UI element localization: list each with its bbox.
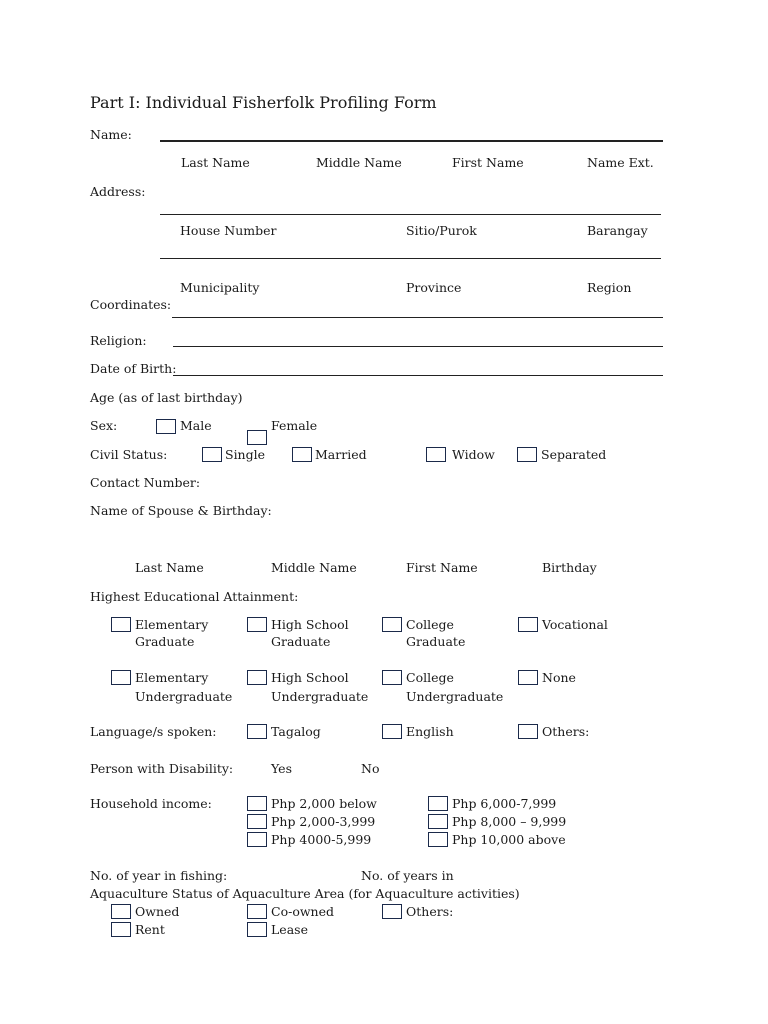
religion-label: Religion:: [90, 333, 147, 348]
coordinates-line[interactable]: [172, 317, 663, 318]
religion-line[interactable]: [173, 346, 663, 347]
sitio-purok-label: Sitio/Purok: [406, 223, 477, 238]
income-2000-below-checkbox[interactable]: [247, 796, 267, 811]
name-input-line[interactable]: [160, 140, 663, 142]
income-2000-below-label: Php 2,000 below: [271, 796, 377, 811]
name-last-label: Last Name: [181, 155, 250, 170]
edu-highschool-undergraduate-checkbox[interactable]: [247, 670, 267, 685]
income-6000-7999-label: Php 6,000-7,999: [452, 796, 557, 811]
education-label: Highest Educational Attainment:: [90, 589, 299, 604]
income-4000-5999-checkbox[interactable]: [247, 832, 267, 847]
income-2000-3999-label: Php 2,000-3,999: [271, 814, 376, 829]
civil-widow-label: Widow: [452, 447, 495, 462]
aqua-others-checkbox[interactable]: [382, 904, 402, 919]
name-first-label: First Name: [452, 155, 524, 170]
aquaculture-label: Aquaculture Status of Aquaculture Area (for Aquaculture activities): [90, 886, 520, 901]
aqua-lease-label: Lease: [271, 922, 308, 937]
civil-married-checkbox[interactable]: [292, 447, 312, 462]
years-in-label: No. of years in: [361, 868, 454, 883]
disability-yes-option[interactable]: Yes: [271, 761, 292, 776]
edu-college-graduate-line1: College: [406, 617, 454, 632]
lang-english-checkbox[interactable]: [382, 724, 402, 739]
edu-highschool-graduate-line2: Graduate: [271, 634, 331, 649]
edu-elementary-undergraduate-line2: Undergraduate: [135, 689, 233, 704]
lang-tagalog-checkbox[interactable]: [247, 724, 267, 739]
edu-college-graduate-line2: Graduate: [406, 634, 466, 649]
spouse-middle-label: Middle Name: [271, 560, 357, 575]
address-label: Address:: [90, 184, 146, 199]
barangay-label: Barangay: [587, 223, 648, 238]
lang-others-label: Others:: [542, 724, 590, 739]
income-8000-9999-label: Php 8,000 – 9,999: [452, 814, 567, 829]
edu-college-undergraduate-checkbox[interactable]: [382, 670, 402, 685]
lang-others-checkbox[interactable]: [518, 724, 538, 739]
aqua-coowned-checkbox[interactable]: [247, 904, 267, 919]
income-8000-9999-checkbox[interactable]: [428, 814, 448, 829]
spouse-first-label: First Name: [406, 560, 478, 575]
edu-vocational-label: Vocational: [542, 617, 608, 632]
civil-separated-checkbox[interactable]: [517, 447, 537, 462]
civil-married-label: Married: [315, 447, 367, 462]
edu-elementary-undergraduate-line1: Elementary: [135, 670, 209, 685]
form-title: Part I: Individual Fisherfolk Profiling Form: [90, 93, 437, 112]
spouse-birthday-label: Birthday: [542, 560, 597, 575]
aqua-lease-checkbox[interactable]: [247, 922, 267, 937]
aqua-owned-label: Owned: [135, 904, 180, 919]
edu-highschool-graduate-line1: High School: [271, 617, 349, 632]
edu-elementary-undergraduate-checkbox[interactable]: [111, 670, 131, 685]
aqua-rent-checkbox[interactable]: [111, 922, 131, 937]
income-10000-above-checkbox[interactable]: [428, 832, 448, 847]
edu-none-checkbox[interactable]: [518, 670, 538, 685]
disability-no-option[interactable]: No: [361, 761, 380, 776]
province-label: Province: [406, 280, 462, 295]
income-6000-7999-checkbox[interactable]: [428, 796, 448, 811]
sex-female-label: Female: [271, 418, 318, 433]
name-ext-label: Name Ext.: [587, 155, 654, 170]
civil-single-checkbox[interactable]: [202, 447, 222, 462]
lang-english-label: English: [406, 724, 454, 739]
dob-line[interactable]: [173, 375, 663, 376]
address-line-1[interactable]: [160, 214, 661, 215]
aqua-rent-label: Rent: [135, 922, 165, 937]
aqua-others-label: Others:: [406, 904, 454, 919]
edu-highschool-undergraduate-line2: Undergraduate: [271, 689, 369, 704]
dob-label: Date of Birth:: [90, 361, 177, 376]
disability-label: Person with Disability:: [90, 761, 234, 776]
municipality-label: Municipality: [180, 280, 260, 295]
sex-male-label: Male: [180, 418, 212, 433]
sex-female-checkbox[interactable]: [247, 430, 267, 445]
region-label: Region: [587, 280, 632, 295]
civil-single-label: Single: [225, 447, 266, 462]
edu-highschool-graduate-checkbox[interactable]: [247, 617, 267, 632]
income-10000-above-label: Php 10,000 above: [452, 832, 566, 847]
address-line-2[interactable]: [160, 258, 661, 259]
income-2000-3999-checkbox[interactable]: [247, 814, 267, 829]
edu-elementary-graduate-line2: Graduate: [135, 634, 195, 649]
income-4000-5999-label: Php 4000-5,999: [271, 832, 372, 847]
edu-elementary-graduate-checkbox[interactable]: [111, 617, 131, 632]
income-label: Household income:: [90, 796, 212, 811]
aqua-coowned-label: Co-owned: [271, 904, 334, 919]
fishing-years-label: No. of year in fishing:: [90, 868, 228, 883]
edu-college-undergraduate-line1: College: [406, 670, 454, 685]
edu-college-graduate-checkbox[interactable]: [382, 617, 402, 632]
edu-elementary-graduate-line1: Elementary: [135, 617, 209, 632]
civil-status-label: Civil Status:: [90, 447, 168, 462]
sex-label: Sex:: [90, 418, 118, 433]
aqua-owned-checkbox[interactable]: [111, 904, 131, 919]
coordinates-label: Coordinates:: [90, 297, 172, 312]
contact-number-label: Contact Number:: [90, 475, 201, 490]
spouse-label: Name of Spouse & Birthday:: [90, 503, 272, 518]
language-label: Language/s spoken:: [90, 724, 217, 739]
edu-college-undergraduate-line2: Undergraduate: [406, 689, 504, 704]
edu-highschool-undergraduate-line1: High School: [271, 670, 349, 685]
house-number-label: House Number: [180, 223, 277, 238]
sex-male-checkbox[interactable]: [156, 419, 176, 434]
edu-none-label: None: [542, 670, 576, 685]
age-label: Age (as of last birthday): [90, 390, 243, 405]
spouse-last-label: Last Name: [135, 560, 204, 575]
edu-vocational-checkbox[interactable]: [518, 617, 538, 632]
name-label: Name:: [90, 127, 132, 142]
civil-widow-checkbox[interactable]: [426, 447, 446, 462]
name-middle-label: Middle Name: [316, 155, 402, 170]
lang-tagalog-label: Tagalog: [271, 724, 321, 739]
civil-separated-label: Separated: [541, 447, 607, 462]
